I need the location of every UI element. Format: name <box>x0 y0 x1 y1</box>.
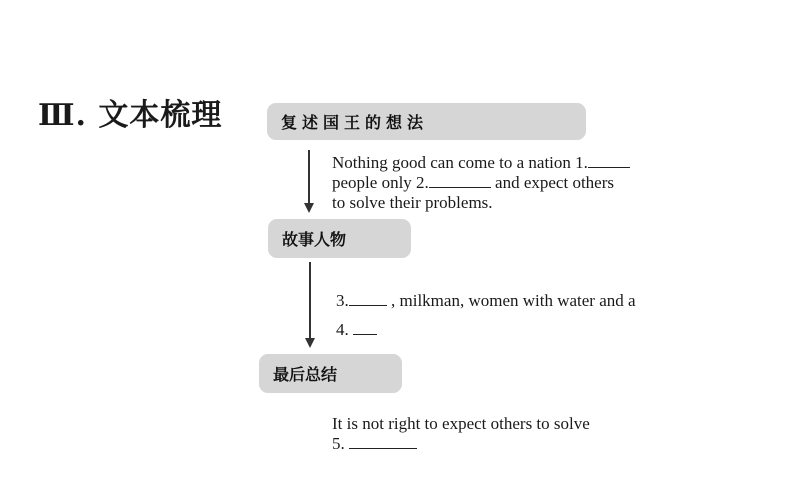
step-label: 复述国王的想法 <box>281 113 429 132</box>
answer-blank-2[interactable] <box>429 173 491 188</box>
characters-text <box>336 286 636 344</box>
text-line: 3. <box>336 291 349 310</box>
answer-blank-3[interactable] <box>349 291 387 306</box>
text-line: people only 2. <box>332 173 429 192</box>
summary-text <box>332 414 590 454</box>
text-line: and expect others <box>490 173 614 192</box>
down-arrow-icon <box>303 150 315 213</box>
down-arrow-icon <box>304 262 316 348</box>
answer-blank-1[interactable] <box>588 153 630 168</box>
text-line: Nothing good can come to a nation 1. <box>332 153 588 172</box>
text-line: to solve their problems. <box>332 193 493 212</box>
answer-blank-5[interactable] <box>349 434 417 449</box>
answer-blank-4[interactable] <box>353 320 377 335</box>
text-line: 4. <box>336 320 353 339</box>
step-label: 最后总结 <box>273 365 338 384</box>
text-line: , milkman, women with water and a <box>386 291 636 310</box>
step-label: 故事人物 <box>282 230 347 249</box>
text-line: It is not right to expect others to solve <box>332 414 590 433</box>
king-idea-text <box>332 153 630 213</box>
step-retell-king-idea <box>267 103 586 140</box>
step-characters <box>268 219 411 258</box>
text-line: 5. <box>332 434 349 453</box>
section-title: Ⅲ. 文本梳理 <box>38 98 223 133</box>
step-summary <box>259 354 402 393</box>
